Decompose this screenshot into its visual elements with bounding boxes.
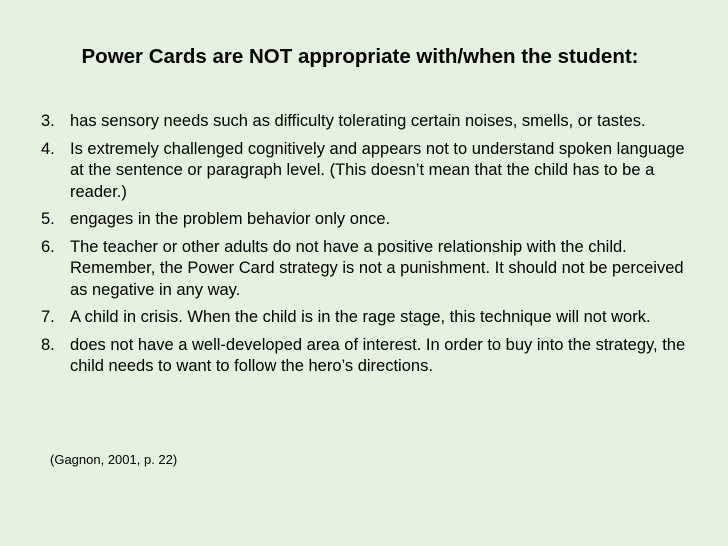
list-item-text: Is extremely challenged cognitively and appears not to understand spoken language at the sentence or paragraph level. (This doesn’t mean that the child has to be a reader.) <box>70 139 685 201</box>
list-item <box>40 307 690 329</box>
list-item-text: The teacher or other adults do not have a positive relationship with the child. Remember, the Power Card strategy is not a punishment. It should not be perceived as negative in any way. <box>70 237 684 299</box>
list-item-text: A child in crisis. When the child is in the rage stage, this technique will not work. <box>70 308 651 326</box>
criteria-list <box>40 111 690 384</box>
citation: (Gagnon, 2001, p. 22) <box>50 452 178 467</box>
list-item <box>40 335 690 378</box>
list-item <box>40 209 690 231</box>
list-item-number: 7. <box>41 308 55 326</box>
list-item-number: 6. <box>41 237 55 256</box>
slide-title: Power Cards are NOT appropriate with/when the student: <box>81 45 639 68</box>
list-item <box>40 237 690 302</box>
list-item-text: does not have a well-developed area of interest. In order to buy into the strategy, the child needs to want to follow the hero’s directions. <box>70 335 686 375</box>
list-item <box>40 139 690 204</box>
list-item-number: 3. <box>41 112 55 130</box>
list-item <box>40 111 690 133</box>
list-item-number: 4. <box>41 139 55 158</box>
list-item-number: 8. <box>41 335 55 354</box>
list-item-text: engages in the problem behavior only once. <box>70 210 391 228</box>
list-item-number: 5. <box>41 210 55 228</box>
list-item-text: has sensory needs such as difficulty tolerating certain noises, smells, or tastes. <box>70 112 646 130</box>
